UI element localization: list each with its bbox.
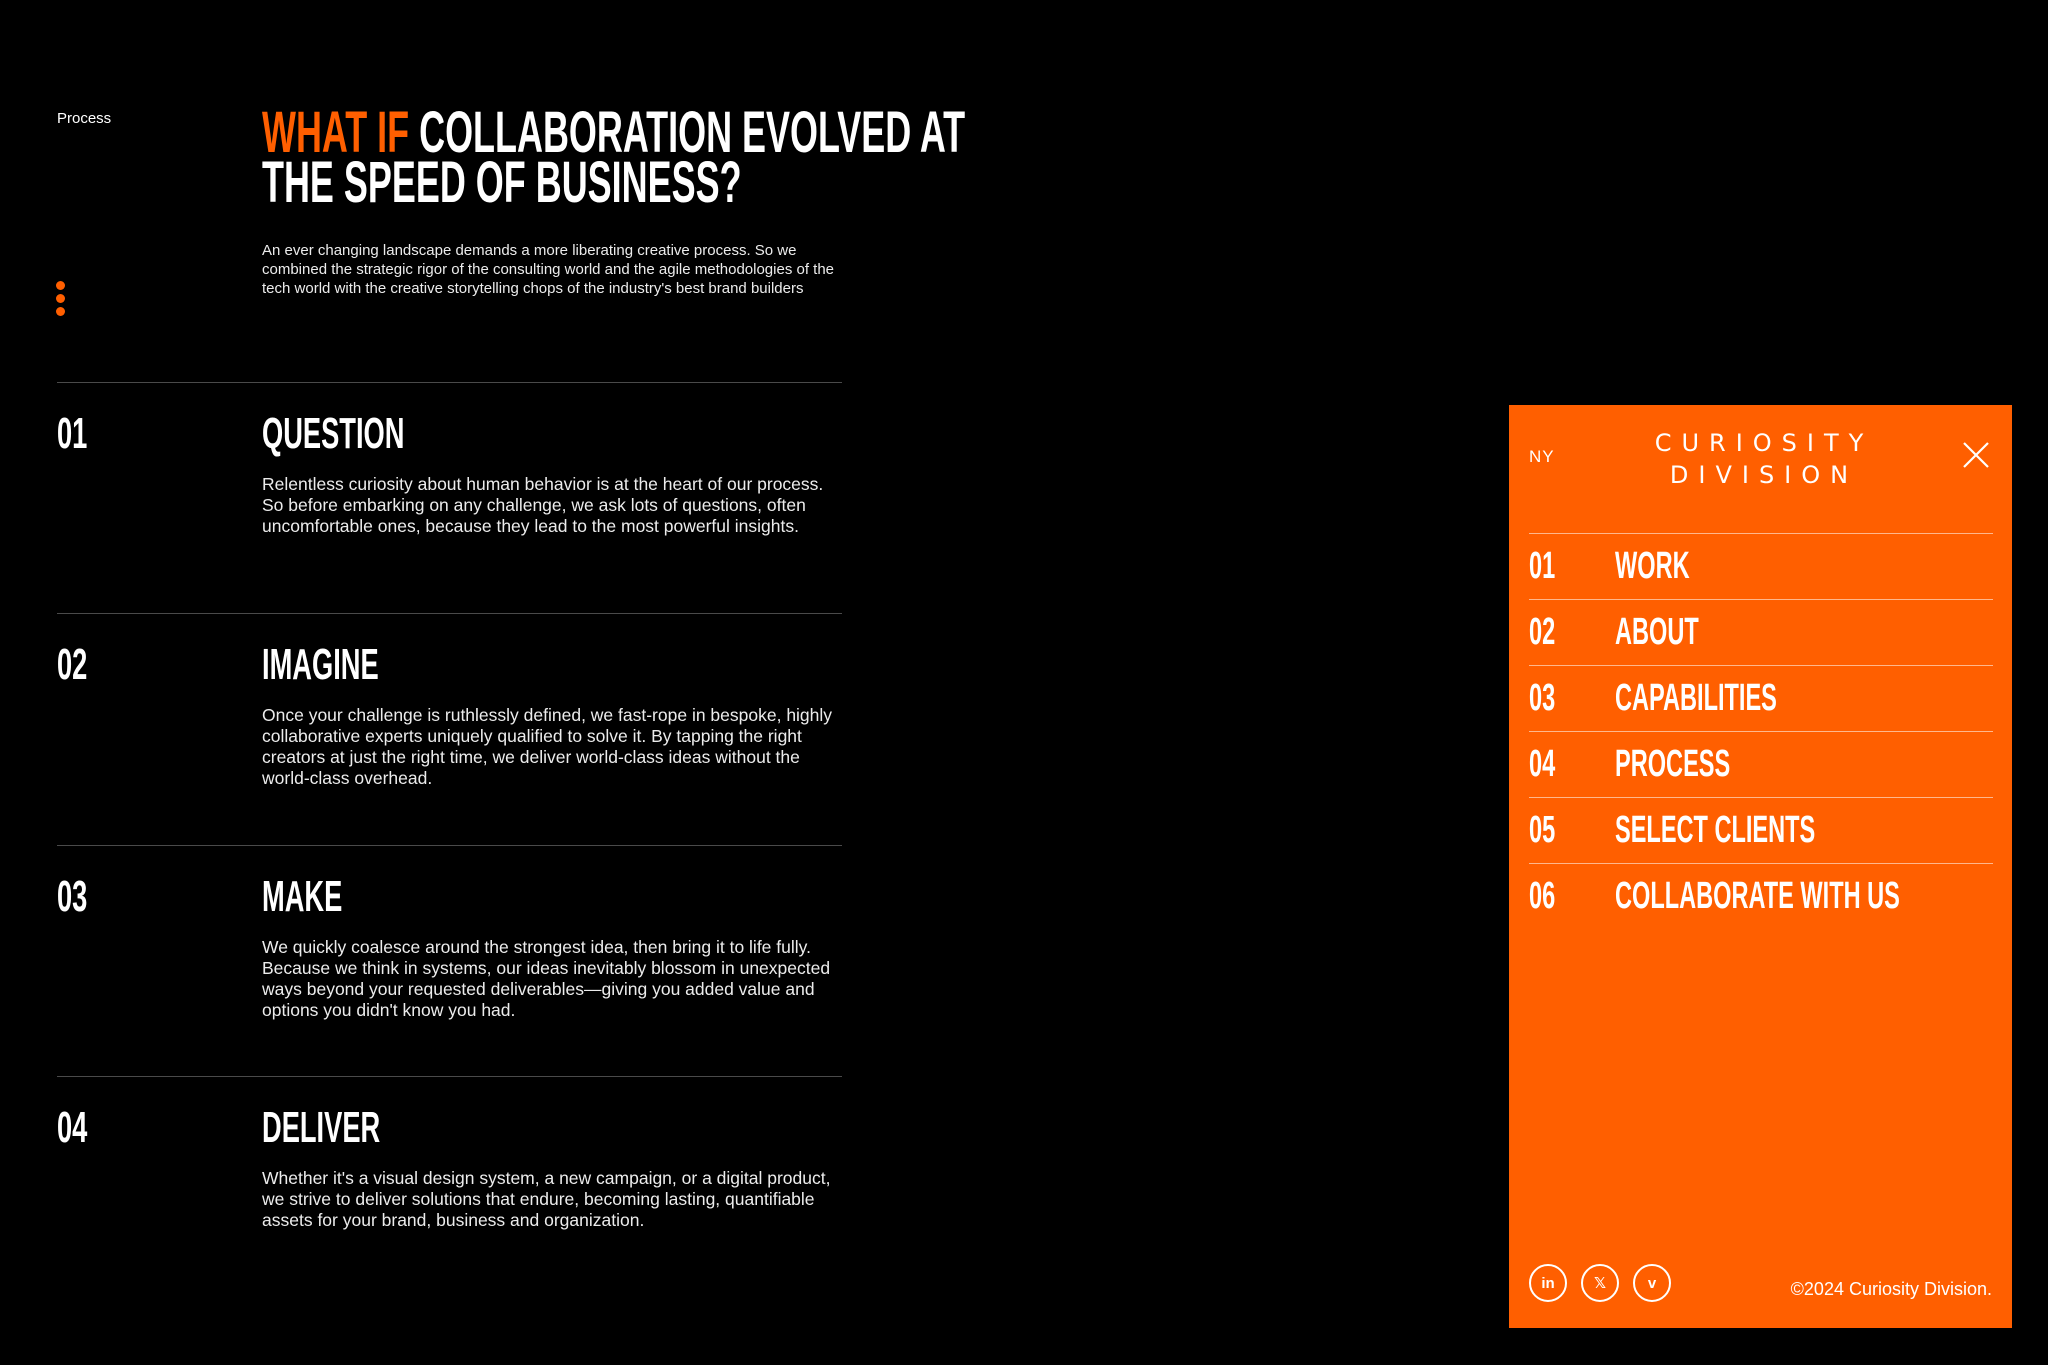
step-number: 01 <box>57 409 88 458</box>
step-description: We quickly coalesce around the strongest idea, then bring it to life fully. Because we think in systems, our ideas inevitably blossom in unexpected ways beyond your requested deliverables—giving you added value and options you didn't know you had. <box>262 937 831 1020</box>
intro-text: An ever changing landscape demands a more liberating creative process. So we combined the strategic rigor of the consulting world and the agile methodologies of the tech world with the creative storytelling chops of the industry's best brand builders <box>262 242 835 297</box>
page-headline <box>262 100 1396 215</box>
step-title: IMAGINE <box>262 640 379 689</box>
dot <box>56 307 65 316</box>
step-imagine <box>57 613 842 845</box>
close-icon <box>1962 441 1990 469</box>
nav-item-number: 03 <box>1529 677 1556 719</box>
step-title: DELIVER <box>262 1103 381 1152</box>
nav-item-label: COLLABORATE WITH US <box>1615 875 1900 917</box>
nav-item-label: ABOUT <box>1615 611 1699 653</box>
nav-item-number: 05 <box>1529 809 1556 851</box>
nav-item-collaborate[interactable] <box>1529 863 1993 929</box>
logo-line-2: DIVISION <box>1669 461 1859 489</box>
nav-item-number: 04 <box>1529 743 1556 785</box>
nav-menu-panel <box>1509 405 2012 1328</box>
dot <box>56 294 65 303</box>
step-description: Whether it's a visual design system, a new campaign, or a digital product, we strive to deliver solutions that endure, becoming lasting, quantifiable assets for your brand, business and organization. <box>262 1168 831 1230</box>
section-label: Process <box>57 110 112 127</box>
nav-item-number: 06 <box>1529 875 1556 917</box>
city-label: NY <box>1529 447 1555 466</box>
nav-item-label: PROCESS <box>1615 743 1731 785</box>
close-menu-button[interactable] <box>1962 441 1990 469</box>
dot <box>56 281 65 290</box>
nav-item-number: 01 <box>1529 545 1556 587</box>
step-number: 02 <box>57 640 88 689</box>
brand-logo[interactable] <box>1639 427 1889 491</box>
progress-dots <box>56 281 66 320</box>
vimeo-icon[interactable]: v <box>1633 1264 1671 1302</box>
nav-item-process[interactable] <box>1529 731 1993 797</box>
headline-line2: THE SPEED OF BUSINESS? <box>262 150 742 215</box>
headline-rest: COLLABORATION EVOLVED AT <box>409 100 966 165</box>
step-make <box>57 845 842 1077</box>
linkedin-icon[interactable]: in <box>1529 1264 1567 1302</box>
copyright-text: ©2024 Curiosity Division. <box>1790 1279 1992 1299</box>
step-description: Once your challenge is ruthlessly defined, we fast-rope in bespoke, highly collaborative experts uniquely qualified to solve it. By tapping the right creators at just the right time, we deliver world-class ideas without the world-class overhead. <box>262 705 833 788</box>
logo-line-1: CURIOSITY <box>1654 429 1874 457</box>
nav-item-about[interactable] <box>1529 599 1993 665</box>
nav-item-label: SELECT CLIENTS <box>1615 809 1816 851</box>
step-deliver <box>57 1076 842 1308</box>
step-question <box>57 382 842 614</box>
step-number: 04 <box>57 1103 88 1152</box>
nav-item-label: CAPABILITIES <box>1615 677 1777 719</box>
nav-item-work[interactable] <box>1529 533 1993 599</box>
nav-item-label: WORK <box>1615 545 1690 587</box>
step-number: 03 <box>57 872 88 921</box>
social-links <box>1529 1264 1671 1302</box>
step-title: QUESTION <box>262 409 405 458</box>
nav-item-number: 02 <box>1529 611 1556 653</box>
headline-accent: WHAT IF <box>262 100 410 165</box>
step-title: MAKE <box>262 872 343 921</box>
main-nav <box>1529 533 1993 929</box>
step-description: Relentless curiosity about human behavior is at the heart of our process. So before embarking on any challenge, we ask lots of questions, often uncomfortable ones, because they lead to the most powerful insights. <box>262 474 824 536</box>
x-icon[interactable]: 𝕏 <box>1581 1264 1619 1302</box>
nav-item-select-clients[interactable] <box>1529 797 1993 863</box>
nav-item-capabilities[interactable] <box>1529 665 1993 731</box>
